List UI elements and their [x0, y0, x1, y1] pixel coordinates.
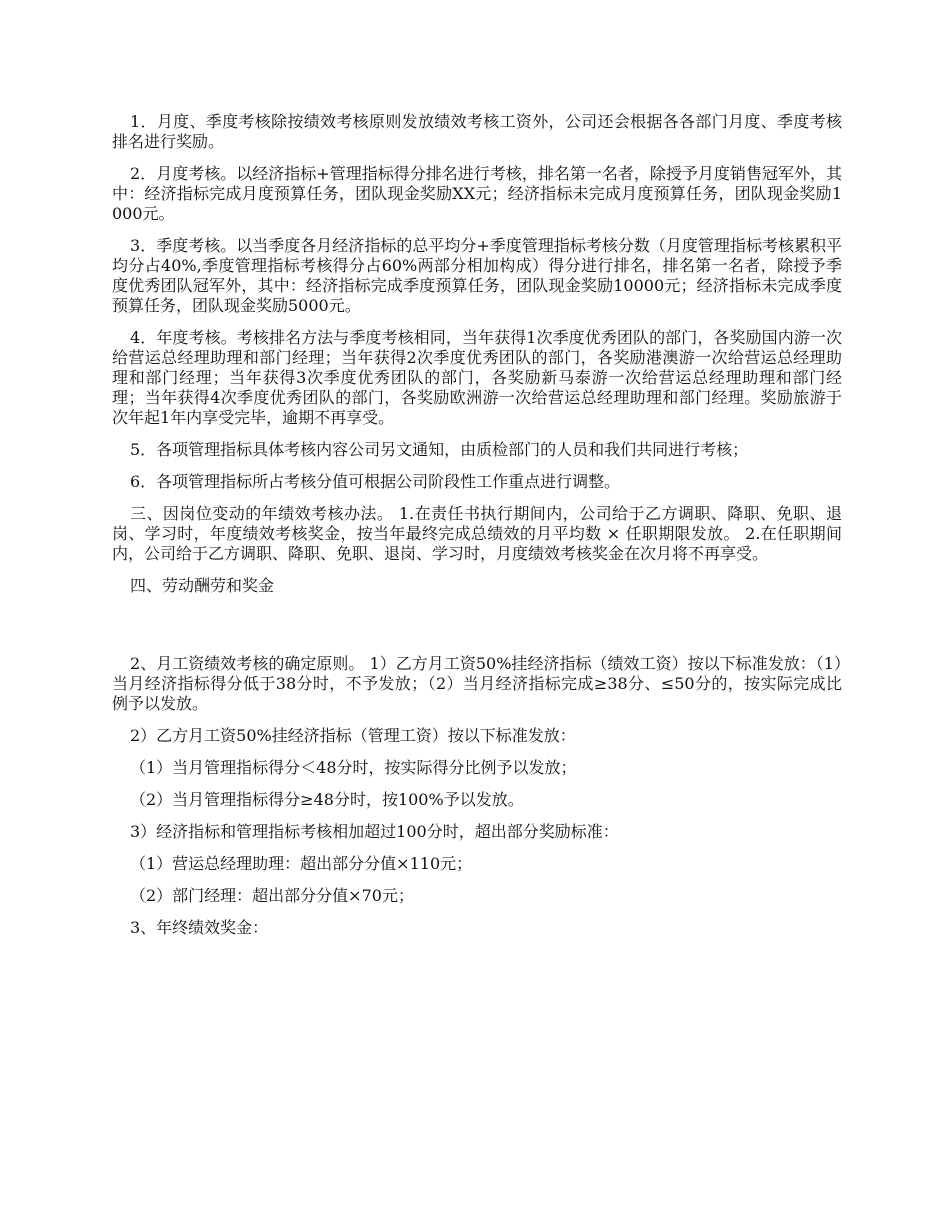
paragraph-monthly-salary-principle: 2、月工资绩效考核的确定原则。 1）乙方月工资50%挂经济指标（绩效工资）按以下标准发放：（1）当月经济指标得分低于38分时，不予发放；（2）当月经济指标完成≥38分、≤50分的，按实际完成比例予以发放。	[112, 654, 842, 713]
blank-space	[112, 608, 842, 654]
paragraph-management-above-48: （2）当月管理指标得分≥48分时，按100%予以发放。	[130, 790, 524, 809]
paragraph-management-indicator-weight: 6．各项管理指标所占考核分值可根据公司阶段性工作重点进行调整。	[130, 472, 621, 491]
paragraph-bonus-over-100: 3）经济指标和管理指标考核相加超过100分时，超出部分奖励标准：	[130, 822, 619, 841]
section-heading-compensation: 四、劳动酬劳和奖金	[130, 576, 275, 595]
paragraph-annual-assessment: 4．年度考核。考核排名方法与季度考核相同，当年获得1次季度优秀团队的部门，各奖励国内游一次给营运总经理助理和部门经理；当年获得2次季度优秀团队的部门，各奖励港澳游一次给营运总经理助理和部门经理；当年获得3次季度优秀团队的部门，各奖励新马泰游一次给营运总经理助理和部门经理；当年获得4次季度优秀团队的部门，各奖励欧洲游一次给营运总经理助理和部门经理。奖励旅游于次年起1年内享受完毕，逾期不再享受。	[112, 328, 842, 427]
paragraph-department-manager-bonus: （2）部门经理：超出部分分值×70元；	[130, 886, 414, 905]
paragraph-annual-bonus-heading: 3、年终绩效奖金：	[130, 918, 269, 937]
paragraph-monthly-quarterly-reward: 1．月度、季度考核除按绩效考核原则发放绩效考核工资外，公司还会根据各各部门月度、季度考核排名进行奖励。	[112, 112, 842, 151]
paragraph-gm-assistant-bonus: （1）营运总经理助理：超出部分分值×110元；	[130, 854, 473, 873]
paragraph-management-indicator-content: 5．各项管理指标具体考核内容公司另文通知，由质检部门的人员和我们共同进行考核；	[130, 440, 749, 459]
paragraph-quarterly-assessment: 3．季度考核。以当季度各月经济指标的总平均分+季度管理指标考核分数（月度管理指标考核累积平均分占40%,季度管理指标考核得分占60%两部分相加构成）得分进行排名，排名第一名者，除授予季度优秀团队冠军外，其中：经济指标完成季度预算任务，团队现金奖励10000元；经济指标未完成季度预算任务，团队现金奖励5000元。	[112, 236, 842, 315]
paragraph-position-change: 三、因岗位变动的年绩效考核办法。 1.在责任书执行期间内，公司给于乙方调职、降职、免职、退岗、学习时，年度绩效考核奖金，按当年最终完成总绩效的月平均数 × 任职期限发放。 2.在任职期间内，公司给于乙方调职、降职、免职、退岗、学习时，月度绩效考核奖金在次月将不再享受。	[112, 504, 842, 563]
paragraph-monthly-assessment: 2．月度考核。以经济指标+管理指标得分排名进行考核，排名第一名者，除授予月度销售冠军外，其中：经济指标完成月度预算任务，团队现金奖励XX元；经济指标未完成月度预算任务，团队现金奖励1000元。	[112, 164, 842, 223]
paragraph-management-salary: 2）乙方月工资50%挂经济指标（管理工资）按以下标准发放：	[130, 726, 576, 745]
document-page	[112, 112, 842, 950]
paragraph-management-below-48: （1）当月管理指标得分＜48分时，按实际得分比例予以发放；	[130, 758, 577, 777]
